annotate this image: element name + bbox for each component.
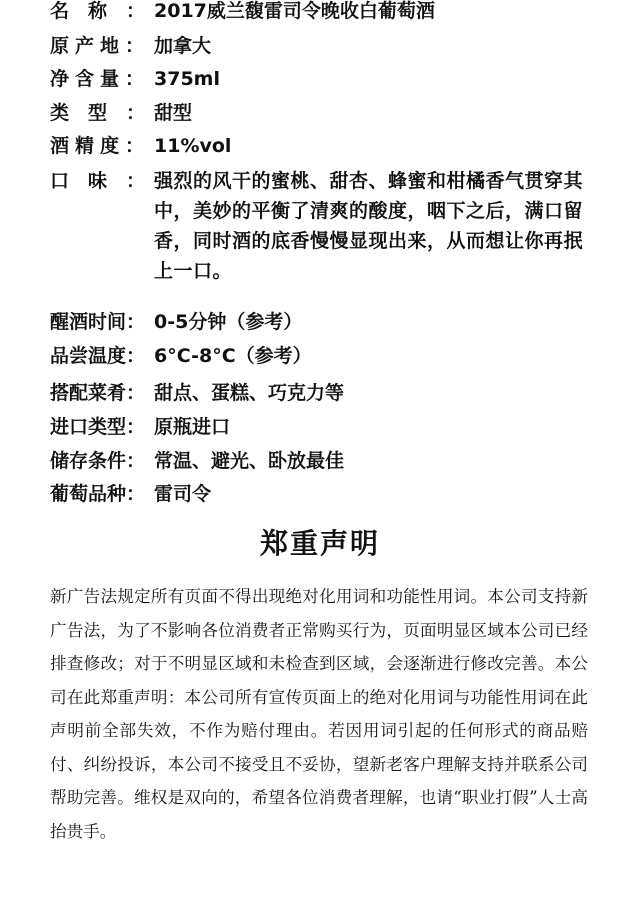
- spec-value-pairing: 甜点、蛋糕、巧克力等: [154, 382, 345, 404]
- notice-body: 新广告法规定所有页面不得出现绝对化用词和功能性用词。本公司支持新广告法，为了不影响各位消费者正常购买行为，页面明显区域本公司已经排查修改；对于不明显区域和未检查到区域，会逐渐进行修改完善。本公司在此郑重声明：本公司所有宣传页面上的绝对化用词与功能性用词在此声明前全部失效，不作为赔付理由。若因用词引起的任何形式的商品赔付、纠纷投诉，本公司不接受且不妥协，望新老客户理解支持并联系公司帮助完善。维权是双向的，希望各位消费者理解，也请“职业打假”人士高抬贵手。: [50, 587, 588, 841]
- spec-value-origin: 加拿大: [154, 35, 212, 57]
- spec-label-origin: 原产地：: [50, 35, 151, 57]
- spec-value-storage: 常温、避光、卧放最佳: [154, 450, 345, 472]
- spec-value-name: 2017威兰馥雷司令晚收白葡萄酒: [154, 0, 435, 22]
- spec-row-alcohol: [50, 131, 610, 161]
- spec-label-name: 名 称 ：: [50, 0, 146, 22]
- spec-row-volume: [50, 64, 610, 94]
- spec-row-grape: [50, 479, 610, 509]
- spec-label-taste: 口 味 ：: [50, 170, 146, 192]
- spec-label-grape: 葡萄品种：: [50, 483, 146, 505]
- spec-value-serving: 6°C-8°C（参考）: [154, 345, 312, 367]
- spec-label-decant: 醒酒时间：: [50, 311, 146, 333]
- spec-value-import: 原瓶进口: [154, 416, 231, 438]
- spec-label-type: 类 型 ：: [50, 102, 146, 124]
- spec-row-origin: [50, 31, 610, 61]
- spec-row-type: [50, 98, 610, 128]
- spec-row-decant: [50, 307, 610, 337]
- spec-label-pairing: 搭配菜肴：: [50, 382, 146, 404]
- spec-label-volume: 净含量：: [50, 68, 151, 90]
- spec-value-alcohol: 11%vol: [154, 135, 232, 157]
- spec-row-storage: [50, 446, 610, 476]
- spec-label-alcohol: 酒精度：: [50, 135, 151, 157]
- notice-title: 郑重声明: [259, 527, 380, 560]
- spec-label-serving: 品尝温度：: [50, 345, 146, 367]
- spec-row-serving: [50, 341, 610, 371]
- spec-value-volume: 375ml: [154, 68, 220, 90]
- spec-value-type: 甜型: [154, 102, 193, 124]
- spec-value-grape: 雷司令: [154, 483, 212, 505]
- spec-row-name: [50, 0, 610, 26]
- spec-row-pairing: [50, 378, 610, 408]
- spec-value-taste: 强烈的风干的蜜桃、甜杏、蜂蜜和柑橘香气贯穿其中，美妙的平衡了清爽的酸度，咽下之后，满口留香，同时酒的底香慢慢显现出来，从而想让你再抿上一口。: [154, 170, 584, 282]
- spec-row-import: [50, 412, 610, 442]
- spec-label-storage: 储存条件：: [50, 450, 146, 472]
- spec-row-taste: [50, 166, 610, 286]
- spec-label-import: 进口类型：: [50, 416, 146, 438]
- spec-value-decant: 0-5分钟（参考）: [154, 311, 303, 333]
